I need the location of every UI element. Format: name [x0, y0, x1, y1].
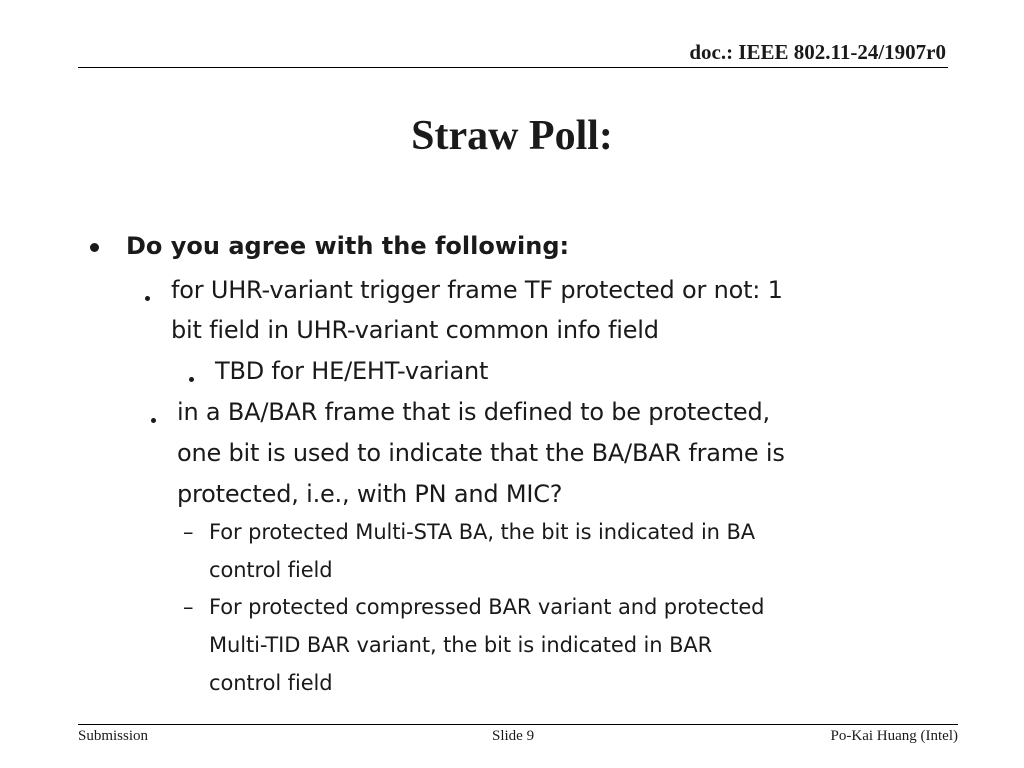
footer-divider: [78, 724, 958, 725]
slide-title: Straw Poll:: [411, 113, 613, 159]
bullet-level3-text: TBD for HE/EHT-variant: [215, 357, 489, 385]
dash-item-text: For protected Multi-STA BA, the bit is indicated in BA: [209, 520, 756, 544]
document-id: doc.: IEEE 802.11-24/1907r0: [689, 40, 946, 64]
bullet-level2-text: for UHR-variant trigger frame TF protected or not: 1: [171, 276, 783, 304]
dash-item-text: For protected compressed BAR variant and protected: [209, 595, 765, 619]
bullet-level2-text: in a BA/BAR frame that is defined to be protected,: [177, 398, 770, 426]
bullet-marker: [151, 418, 156, 423]
bullet-level2-text-continued: bit field in UHR-variant common info field: [171, 316, 659, 344]
bullet-level2-text-continued: protected, i.e., with PN and MIC?: [177, 480, 563, 508]
dash-item-text-continued: control field: [209, 558, 333, 582]
bullet-level2-text-continued: one bit is used to indicate that the BA/BAR frame is: [177, 439, 785, 467]
dash-marker: –: [183, 595, 194, 619]
bullet-marker: [90, 243, 99, 252]
footer-submission: Submission: [78, 728, 149, 744]
bullet-level1-text: Do you agree with the following:: [126, 232, 570, 260]
dash-item-text-continued: Multi-TID BAR variant, the bit is indicated in BAR: [209, 633, 713, 657]
header-divider: [78, 67, 948, 68]
bullet-marker: [189, 377, 194, 382]
dash-item-text-continued: control field: [209, 671, 333, 695]
footer-slide-number: Slide 9: [492, 728, 535, 744]
footer-author: Po-Kai Huang (Intel): [830, 728, 958, 744]
bullet-marker: [145, 296, 150, 301]
dash-marker: –: [183, 520, 194, 544]
